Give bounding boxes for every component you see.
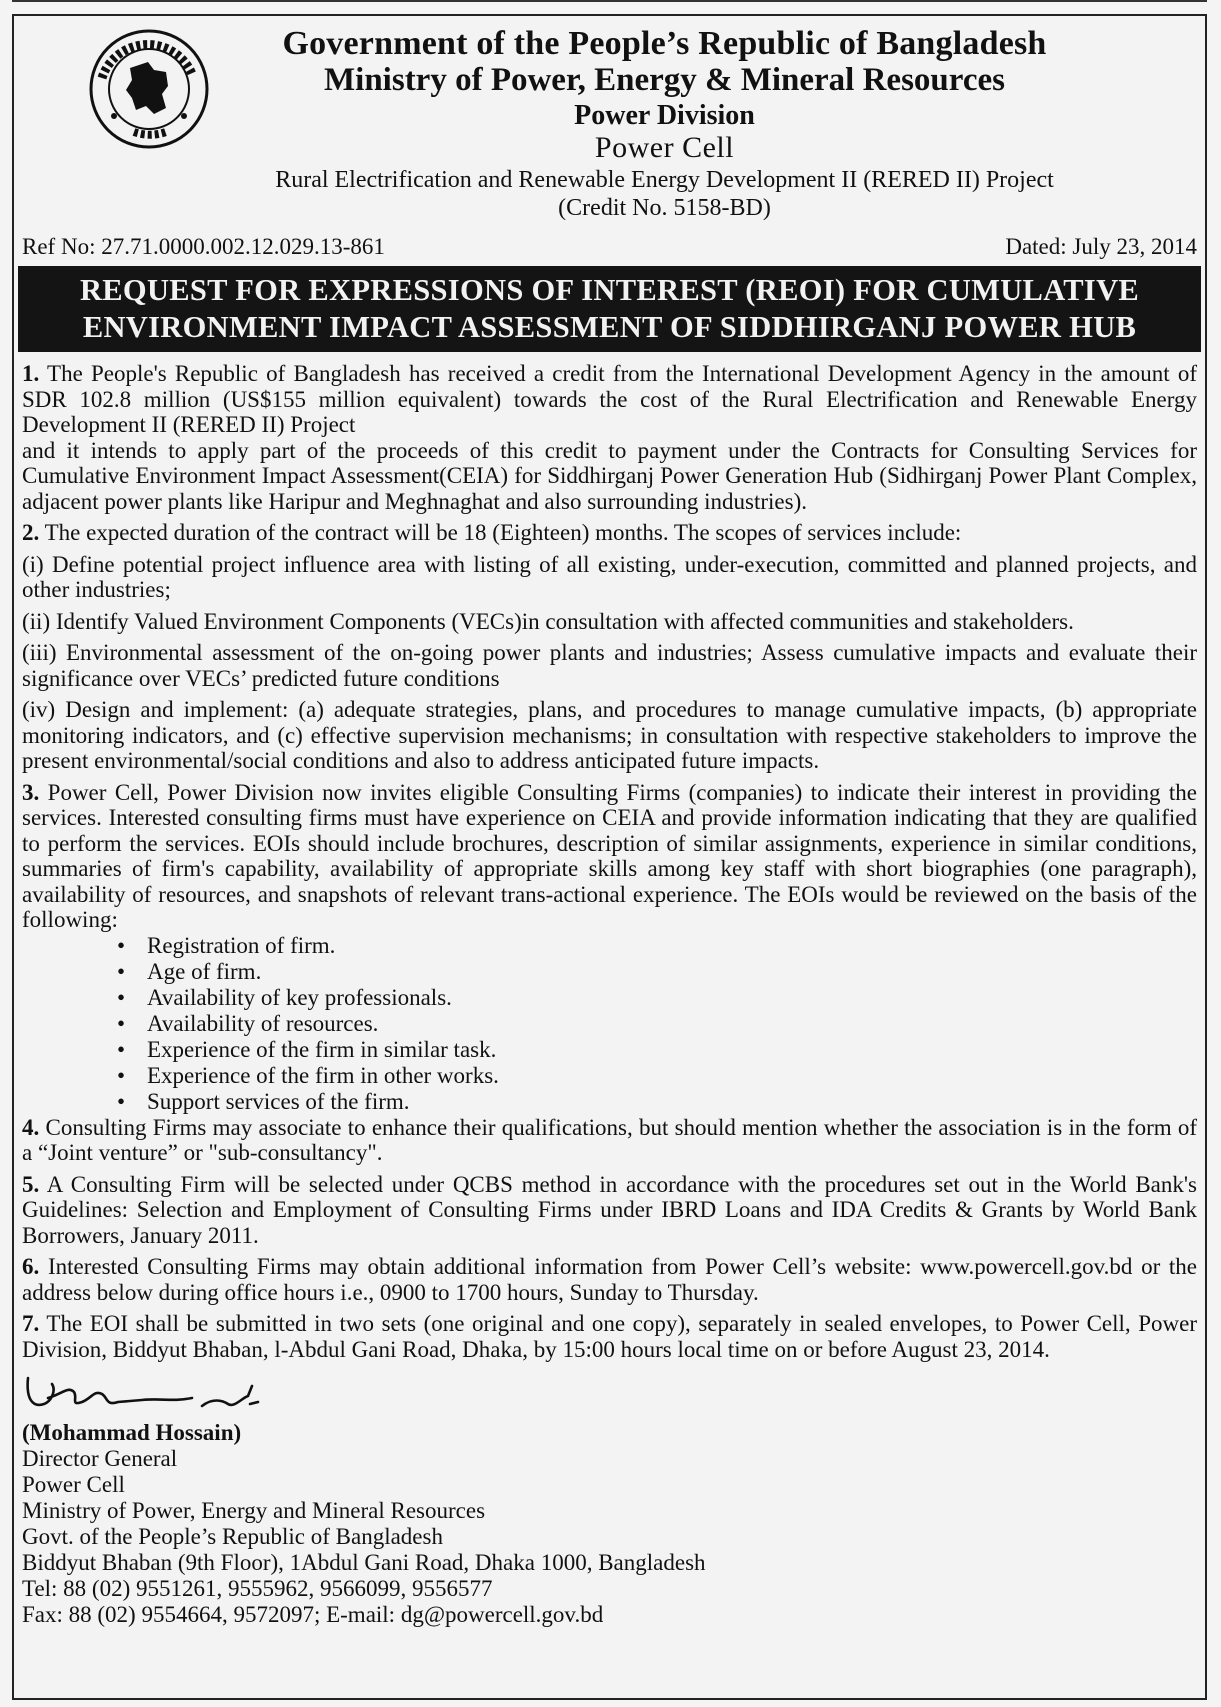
- government-title: Government of the People’s Republic of Bangladesh: [282, 25, 1047, 62]
- paragraph-3: [22, 780, 1197, 933]
- notice-body: [22, 361, 1197, 1628]
- paragraph-1: [22, 361, 1197, 514]
- paragraph-number: 7.: [22, 1311, 40, 1336]
- paragraph-number: 1.: [22, 361, 40, 386]
- paragraph-5: [22, 1172, 1197, 1249]
- signature-block: [22, 1368, 1197, 1628]
- paragraph-text: Power Cell, Power Division now invites eligible Consulting Firms (companies) to indicate their interest in providing the services. Interested consulting firms must have experience on CEIA and provide information indicating that they are qualified to perform the services. EOIs should include brochures, description of similar assignments, experience in similar conditions, summaries of firm's capability, availability of appropriate skills among key staff with short biographies (one paragraph), availability of resources, and snapshots of relevant trans-actional experience. The EOIs would be reviewed on the basis of the following:: [22, 779, 1198, 932]
- paragraph-text: The expected duration of the contract will be 18 (Eighteen) months. The scopes of services include:: [44, 520, 962, 545]
- list-item: • Age of firm.: [117, 959, 1197, 985]
- list-item: • Experience of the firm in similar task.: [117, 1037, 1197, 1063]
- paragraph-7: [22, 1311, 1197, 1362]
- paragraph-number: 4.: [22, 1114, 40, 1140]
- scope-item-3: (iii) Environmental assessment of the on-going power plants and industries; Assess cumulative impacts and evaluate their significance over VECs’ predicted future conditions: [22, 640, 1197, 691]
- list-item: • Registration of firm.: [117, 933, 1197, 959]
- signatory-office: Power Cell: [22, 1472, 125, 1497]
- paragraph-number: 3.: [22, 779, 40, 805]
- signatory-title: Director General: [22, 1446, 178, 1471]
- notice-sheet: [12, 14, 1207, 1700]
- paragraph-text: The EOI shall be submitted in two sets (one original and one copy), separately in sealed envelopes, to Power Cell, Power Division, Biddyut Bhaban, l-Abdul Gani Road, Dhaka, by 15:00 hours local time on or before August 23, 2014.: [22, 1311, 1197, 1362]
- signatory-address: Biddyut Bhaban (9th Floor), 1Abdul Gani Road, Dhaka 1000, Bangladesh: [22, 1550, 706, 1575]
- notice-date: Dated: July 23, 2014: [1005, 234, 1197, 259]
- paragraph-text: and it intends to apply part of the proceeds of this credit to payment under the Contracts for Consulting Services for Cumulative Environment Impact Assessment(CEIA) for Siddhirganj Power Generation Hub (Sidhirganj Power Plant Complex, adjacent power plants like Haripur and Meghnaghat and also surrounding industries).: [22, 437, 1197, 514]
- signatory-telephone: Tel: 88 (02) 9551261, 9555962, 9566099, 9556577: [22, 1576, 493, 1601]
- title-line-1: REQUEST FOR EXPRESSIONS OF INTEREST (REOI) FOR CUMULATIVE: [79, 273, 1140, 307]
- criteria-list: [22, 933, 1197, 1115]
- paragraph-2: [22, 520, 1197, 546]
- paragraph-text: A Consulting Firm will be selected under QCBS method in accordance with the procedures set out in the World Bank's Guidelines: Selection and Employment of Consulting Firms under IBRD Loans and IDA Credits & Grants by World Bank Borrowers, January 2011.: [22, 1171, 1197, 1248]
- division-title: Power Division: [574, 100, 755, 131]
- list-item: • Experience of the firm in other works.: [117, 1063, 1197, 1089]
- handwritten-signature: [22, 1368, 292, 1420]
- scope-item-1: (i) Define potential project influence area with listing of all existing, under-execution, committed and planned projects, and other industries;: [22, 551, 1197, 602]
- list-item: • Availability of key professionals.: [117, 985, 1197, 1011]
- credit-number: (Credit No. 5158-BD): [558, 195, 771, 221]
- paragraph-number: 6.: [22, 1254, 40, 1279]
- paragraph-4: [22, 1115, 1197, 1166]
- top-rule: [12, 0, 1207, 2]
- signatory-government: Govt. of the People’s Republic of Bangladesh: [22, 1524, 443, 1549]
- paragraph-number: 5.: [22, 1171, 40, 1197]
- title-banner: [18, 266, 1201, 352]
- reference-row: [22, 234, 1197, 260]
- cell-title: Power Cell: [594, 131, 735, 164]
- ministry-title: Ministry of Power, Energy & Mineral Resources: [324, 62, 1005, 98]
- notice-header: [14, 16, 1205, 266]
- header-text: [134, 26, 1195, 222]
- paragraph-number: 2.: [22, 520, 40, 545]
- signatory-ministry: Ministry of Power, Energy and Mineral Resources: [22, 1498, 486, 1523]
- signatory-name: (Mohammad Hossain): [22, 1420, 242, 1445]
- signatory-fax-email: Fax: 88 (02) 9554664, 9572097; E-mail: dg@powercell.gov.bd: [22, 1602, 604, 1627]
- list-item: • Support services of the firm.: [117, 1089, 1197, 1115]
- paragraph-text: Interested Consulting Firms may obtain additional information from Power Cell’s website: www.powercell.gov.bd or the address below during office hours i.e., 0900 to 1700 hours, Sunday to Thursday.: [22, 1254, 1198, 1305]
- project-title: Rural Electrification and Renewable Energy Development II (RERED II) Project: [275, 167, 1054, 193]
- paragraph-text: Consulting Firms may associate to enhance their qualifications, but should mention whether the association is in the form of a “Joint venture” or "sub-consultancy".: [22, 1114, 1198, 1165]
- scope-item-2: (ii) Identify Valued Environment Components (VECs)in consultation with affected communities and stakeholders.: [22, 608, 1074, 634]
- title-line-2: ENVIRONMENT IMPACT ASSESSMENT OF SIDDHIRGANJ POWER HUB: [82, 310, 1137, 344]
- list-item: • Availability of resources.: [117, 1011, 1197, 1037]
- paragraph-text: The People's Republic of Bangladesh has received a credit from the International Development Agency in the amount of SDR 102.8 million (US$155 million equivalent) towards the cost of the Rural Electrification and Renewable Energy Development II (RERED II) Project: [22, 361, 1197, 437]
- scope-item-4: (iv) Design and implement: (a) adequate strategies, plans, and procedures to manage cumulative impacts, (b) appropriate monitoring indicators, and (c) effective supervision mechanisms; in consultation with respective stakeholders to improve the present environmental/social conditions and also to address anticipated future impacts.: [22, 697, 1197, 773]
- paragraph-6: [22, 1254, 1197, 1305]
- reference-number: Ref No: 27.71.0000.002.12.029.13-861: [22, 234, 385, 259]
